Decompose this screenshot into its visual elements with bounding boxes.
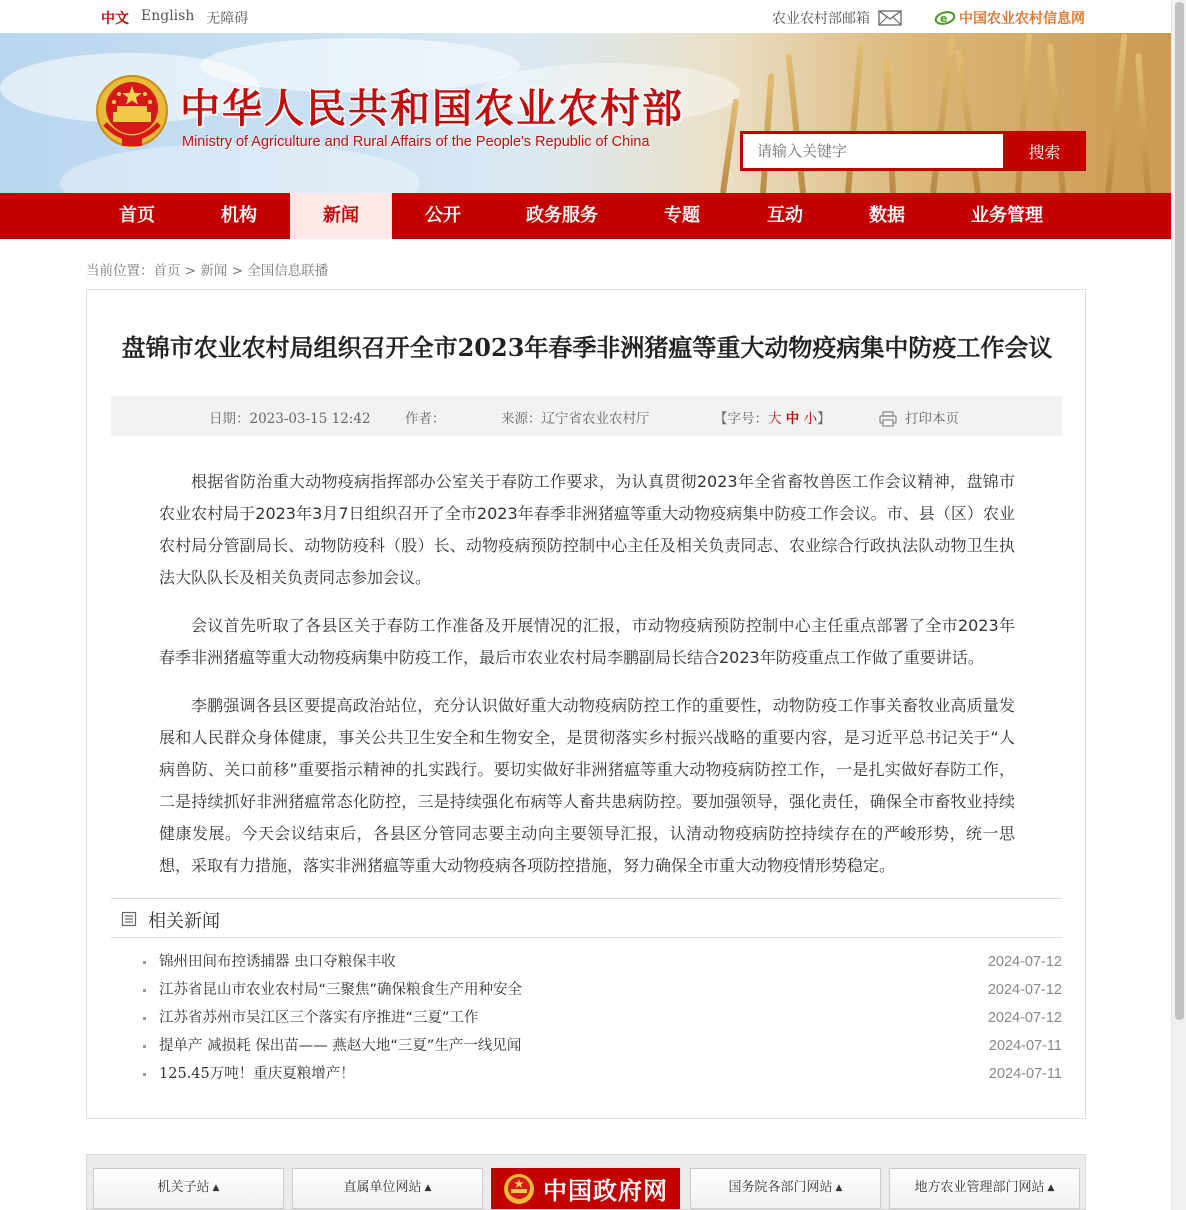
banner-wheat (1135, 53, 1151, 193)
nav-item-gov-services[interactable]: 政务服务 (526, 205, 598, 226)
gov-portal-link[interactable] (491, 1168, 680, 1209)
article-paragraph: 会议首先听取了各县区关于春防工作准备及开展情况的汇报，市动物疫病预防控制中心主任重点部署了全市2023年春季非洲猪瘟等重大动物疫病集中防疫工作，最后市农业农村局李鹏副局长结合2023年防疫重点工作做了重要讲话。 (159, 616, 1015, 667)
date-value: 2023-03-15 12:42 (249, 411, 371, 427)
related-news-link[interactable]: 江苏省苏州市吴江区三个落实有序推进“三夏”工作 (159, 1010, 479, 1026)
header-banner (0, 33, 1171, 193)
lang-chinese-link[interactable]: 中文 (101, 11, 129, 27)
print-page-button[interactable] (879, 407, 959, 427)
related-news-date: 2024-07-12 (987, 982, 1062, 998)
article-date (209, 407, 371, 427)
font-size-large-button[interactable]: 大 (768, 411, 782, 427)
footer-links-bar (86, 1154, 1086, 1210)
list-item[interactable] (147, 976, 1062, 1004)
print-label: 打印本页 (905, 411, 959, 427)
top-utility-bar (0, 0, 1171, 33)
source-value: 辽宁省农业农村厅 (541, 411, 650, 427)
article-paragraph: 根据省防治重大动物疫病指挥部办公室关于春防工作要求，为认真贯彻2023年全省畜牧兽医工作会议精神，盘锦市农业农村局于2023年3月7日组织召开了全市2023年春季非洲猪瘟等重大动物疫病集中防疫工作会议。市、县（区）农业农村局分管副局长、动物防疫科（股）长、动物疫病预防控制中心主任及相关负责同志、农业综合行政执法队动物卫生执法大队队长及相关负责同志参加会议。 (159, 472, 1015, 587)
caret-up-icon: ▲ (424, 1183, 432, 1193)
svg-text:e: e (940, 12, 948, 25)
agri-info-network-icon (934, 11, 956, 25)
article-title: 盘锦市农业农村局组织召开全市2023年春季非洲猪瘟等重大动物疫病集中防疫工作会议 (121, 333, 1053, 362)
main-nav (0, 193, 1171, 239)
bullet-icon (143, 989, 146, 992)
breadcrumb-news-link[interactable]: 新闻 (200, 263, 228, 279)
banner-wheat (785, 53, 806, 193)
banner-wheat (883, 58, 896, 193)
lang-english-link[interactable]: English (141, 8, 195, 24)
search-input[interactable] (740, 131, 1003, 171)
related-news-date: 2024-07-12 (987, 954, 1062, 970)
bullet-icon (143, 1073, 146, 1076)
nav-item-business[interactable]: 业务管理 (971, 205, 1043, 226)
font-size-switcher (714, 407, 831, 427)
accessibility-link[interactable]: 无障碍 (206, 11, 249, 27)
breadcrumb (86, 259, 328, 279)
agri-info-network-label: 中国农业农村信息网 (959, 11, 1085, 27)
related-news-link[interactable]: 锦州田间布控诱捕器 虫口夺粮保丰收 (159, 954, 396, 970)
related-news-link[interactable]: 125.45万吨！重庆夏粮增产！ (159, 1066, 355, 1082)
font-size-small-button[interactable]: 小 (803, 411, 818, 427)
list-item[interactable] (147, 1060, 1062, 1088)
gov-portal-label: 中国政府网 (543, 1176, 668, 1205)
breadcrumb-home-link[interactable]: 首页 (153, 263, 181, 279)
language-switcher (101, 8, 248, 28)
article-body (159, 466, 1015, 898)
related-news-date: 2024-07-12 (987, 1010, 1062, 1026)
breadcrumb-label: 当前位置： (86, 263, 154, 279)
related-news-title: 相关新闻 (148, 911, 220, 932)
national-emblem-icon (95, 74, 169, 152)
footer-link-label: 直属单位网站 (343, 1180, 422, 1195)
nav-item-data[interactable]: 数据 (869, 205, 905, 226)
nav-item-interaction[interactable]: 互动 (767, 205, 803, 226)
date-label: 日期： (209, 411, 250, 427)
font-size-medium-button[interactable]: 中 (785, 411, 800, 427)
nav-item-topics[interactable]: 专题 (664, 205, 700, 226)
breadcrumb-separator: > (227, 263, 248, 279)
related-news-date: 2024-07-11 (988, 1038, 1062, 1054)
footer-link-affiliated-units[interactable] (292, 1168, 483, 1209)
mail-icon (878, 10, 902, 26)
vertical-scrollbar[interactable] (1171, 0, 1186, 1210)
search-button[interactable]: 搜索 (1003, 131, 1086, 171)
breadcrumb-section-link[interactable]: 全国信息联播 (247, 263, 329, 279)
footer-link-local-agri-depts[interactable] (889, 1168, 1080, 1209)
scrollbar-thumb[interactable] (1175, 2, 1184, 1020)
banner-wheat (1105, 34, 1128, 193)
ministry-mailbox-link[interactable] (772, 8, 902, 28)
breadcrumb-separator: > (180, 263, 201, 279)
caret-up-icon: ▲ (835, 1183, 843, 1193)
related-news-header (111, 898, 1062, 938)
bullet-icon (143, 961, 146, 964)
caret-up-icon: ▲ (212, 1183, 220, 1193)
footer-link-label: 国务院各部门网站 (728, 1180, 833, 1195)
footer-link-label: 机关子站 (157, 1180, 210, 1195)
footer-link-ministry-subsites[interactable] (93, 1168, 284, 1209)
national-emblem-icon (503, 1173, 535, 1205)
footer-link-label: 地方农业管理部门网站 (914, 1180, 1045, 1195)
related-news-link[interactable]: 江苏省昆山市农业农村局“三聚焦”确保粮食生产用种安全 (159, 982, 523, 998)
article-meta-bar (111, 396, 1062, 436)
nav-item-home[interactable]: 首页 (119, 205, 155, 226)
article-paragraph: 李鹏强调各县区要提高政治站位，充分认识做好重大动物疫病防控工作的重要性，动物防疫工作事关畜牧业高质量发展和人民群众身体健康，事关公共卫生安全和生物安全，是贯彻落实乡村振兴战略的重要内容，是习近平总书记关于“人病兽防、关口前移”重要指示精神的扎实践行。要切实做好非洲猪瘟等重大动物疫病防控工作，一是扎实做好春防工作，二是持续抓好非洲猪瘟常态化防控，三是持续强化布病等人畜共患病防控。要加强领导，强化责任，确保全市畜牧业持续健康发展。今天会议结束后，各县区分管同志要主动向主要领导汇报，认清动物疫病防控持续存在的严峻形势，统一思想，采取有力措施，落实非洲猪瘟等重大动物疫病各项防控措施，努力确保全市重大动物疫情形势稳定。 (159, 696, 1015, 875)
article-source (501, 407, 650, 427)
related-news-date: 2024-07-11 (988, 1066, 1062, 1082)
search-bar (740, 131, 1086, 171)
caret-up-icon: ▲ (1047, 1183, 1055, 1193)
source-label: 来源： (501, 411, 542, 427)
mailbox-label: 农业农村部邮箱 (772, 11, 870, 27)
list-item[interactable] (147, 1004, 1062, 1032)
related-news-link[interactable]: 提单产 减损耗 保出苗—— 燕赵大地“三夏”生产一线见闻 (159, 1038, 522, 1054)
nav-item-public[interactable]: 公开 (425, 205, 461, 226)
list-item[interactable] (147, 948, 1062, 976)
printer-icon (879, 411, 897, 427)
bullet-icon (143, 1017, 146, 1020)
agri-info-network-link[interactable] (934, 8, 1085, 28)
site-title: 中华人民共和国农业农村部 (180, 85, 684, 132)
nav-item-organization[interactable]: 机构 (221, 205, 257, 226)
article-container (86, 289, 1086, 1119)
font-size-bracket: 】 (817, 411, 831, 427)
related-news-list (147, 948, 1062, 1088)
news-list-icon (121, 911, 137, 927)
nav-item-news[interactable]: 新闻 (290, 193, 392, 239)
bullet-icon (143, 1045, 146, 1048)
site-subtitle: Ministry of Agriculture and Rural Affairs of the People's Republic of China (182, 134, 650, 150)
footer-link-state-council-depts[interactable] (690, 1168, 881, 1209)
author-label: 作者： (405, 411, 446, 427)
banner-wheat (720, 99, 739, 193)
font-size-label: 【字号： (714, 411, 768, 427)
list-item[interactable] (147, 1032, 1062, 1060)
banner-wheat (955, 49, 981, 193)
article-author (405, 407, 446, 427)
